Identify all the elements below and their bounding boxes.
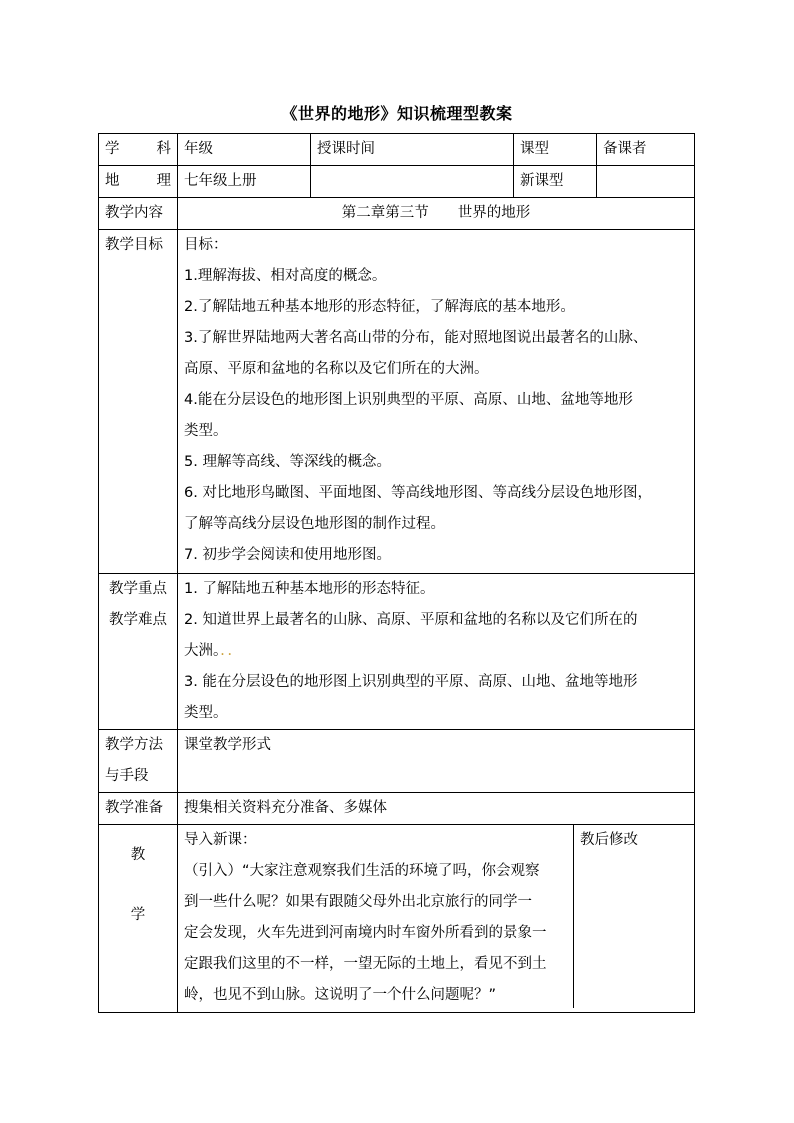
- objective-line: 了解等高线分层设色地形图的制作过程。: [184, 516, 445, 532]
- focus-label: 教学重点: [109, 581, 167, 597]
- geo-label-2: 理: [156, 173, 171, 189]
- subject-label-cell: [99, 134, 178, 166]
- focus-label-cell: [99, 574, 178, 730]
- grade-value: 七年级上册: [178, 166, 311, 198]
- emphasis-dots: ．．: [220, 643, 242, 659]
- teaching-wrap: [178, 825, 694, 1008]
- type-value: 新课型: [514, 166, 597, 198]
- objectives-label: 教学目标: [99, 230, 178, 574]
- objective-line: 1.理解海拔、相对高度的概念。: [184, 268, 387, 284]
- methods-value: 课堂教学形式: [178, 730, 695, 793]
- intro-heading: 导入新课：: [184, 832, 257, 848]
- teaching-label-cell: [99, 825, 178, 1013]
- difficulty-label: 教学难点: [109, 612, 167, 628]
- page-title: 《世界的地形》知识梳理型教案: [281, 104, 513, 123]
- teaching-content: [178, 825, 574, 1008]
- grade-label: 年级: [178, 134, 311, 166]
- focus-line: 1. 了解陆地五种基本地形的形态特征。: [184, 581, 435, 597]
- teaching-cell: [178, 825, 695, 1013]
- objective-line: 目标：: [184, 237, 228, 253]
- teaching-line: 定会发现，火车先进到河南境内时车窗外所看到的景象一: [184, 925, 547, 941]
- lesson-plan-table: [98, 133, 695, 1013]
- teaching-label-1: 教: [130, 847, 146, 863]
- preparer-value: [597, 166, 695, 198]
- objective-line: 高原、平原和盆地的名称以及它们所在的大洲。: [184, 361, 489, 377]
- content-value: 第二章第三节 世界的地形: [178, 198, 695, 230]
- header-row: [99, 134, 695, 166]
- focus-row: [99, 574, 695, 730]
- focus-line: [184, 636, 688, 667]
- teaching-row: [99, 825, 695, 1013]
- methods-label: 教学方法: [105, 737, 163, 753]
- objectives-list: [178, 230, 695, 574]
- revision-column: [574, 825, 694, 1008]
- focus-line: 2. 知道世界上最著名的山脉、高原、平原和盆地的名称以及它们所在的: [184, 612, 638, 628]
- objective-line: 3.了解世界陆地两大著名高山带的分布，能对照地图说出最著名的山脉、: [184, 330, 648, 346]
- time-label: 授课时间: [311, 134, 514, 166]
- objective-line: 类型。: [184, 423, 228, 439]
- methods-label-2: 与手段: [105, 768, 149, 784]
- teaching-line: （引入）“大家注意观察我们生活的环境了吗，你会观察: [184, 863, 540, 879]
- subject-label-1: 学: [105, 141, 120, 157]
- objective-line: 2.了解陆地五种基本地形的形态特征，了解海底的基本地形。: [184, 299, 575, 315]
- teaching-line: 岭，也见不到山脉。这说明了一个什么问题呢？”: [184, 987, 497, 1003]
- content-row: [99, 198, 695, 230]
- focus-line-text: 大洲。: [184, 643, 221, 659]
- preparer-label: 备课者: [597, 134, 695, 166]
- methods-row: [99, 730, 695, 793]
- teaching-line: 定跟我们这里的不一样，一望无际的土地上，看见不到土: [184, 956, 547, 972]
- objectives-row: [99, 230, 695, 574]
- methods-label-cell: [99, 730, 178, 793]
- preparation-label: 教学准备: [99, 793, 178, 825]
- revision-label: 教后修改: [580, 832, 638, 848]
- time-value: [311, 166, 514, 198]
- type-label: 课型: [514, 134, 597, 166]
- objective-line: 6. 对比地形鸟瞰图、平面地图、等高线地形图、等高线分层设色地形图，: [184, 485, 652, 501]
- objective-line: 4.能在分层设色的地形图上识别典型的平原、高原、山地、盆地等地形: [184, 392, 633, 408]
- focus-line: 类型。: [184, 705, 228, 721]
- focus-line: 3. 能在分层设色的地形图上识别典型的平原、高原、山地、盆地等地形: [184, 674, 638, 690]
- objective-line: 7. 初步学会阅读和使用地形图。: [184, 547, 391, 563]
- subject-label-2: 科: [156, 141, 171, 157]
- content-label: 教学内容: [99, 198, 178, 230]
- preparation-row: [99, 793, 695, 825]
- preparation-value: 搜集相关资料充分准备、多媒体: [178, 793, 695, 825]
- geo-label-cell: [99, 166, 178, 198]
- objective-line: 5. 理解等高线、等深线的概念。: [184, 454, 391, 470]
- teaching-label-2: 学: [130, 907, 146, 923]
- focus-list: [178, 574, 695, 730]
- value-row: [99, 166, 695, 198]
- geo-label-1: 地: [105, 173, 120, 189]
- teaching-line: 到一些什么呢？如果有跟随父母外出北京旅行的同学一: [184, 894, 532, 910]
